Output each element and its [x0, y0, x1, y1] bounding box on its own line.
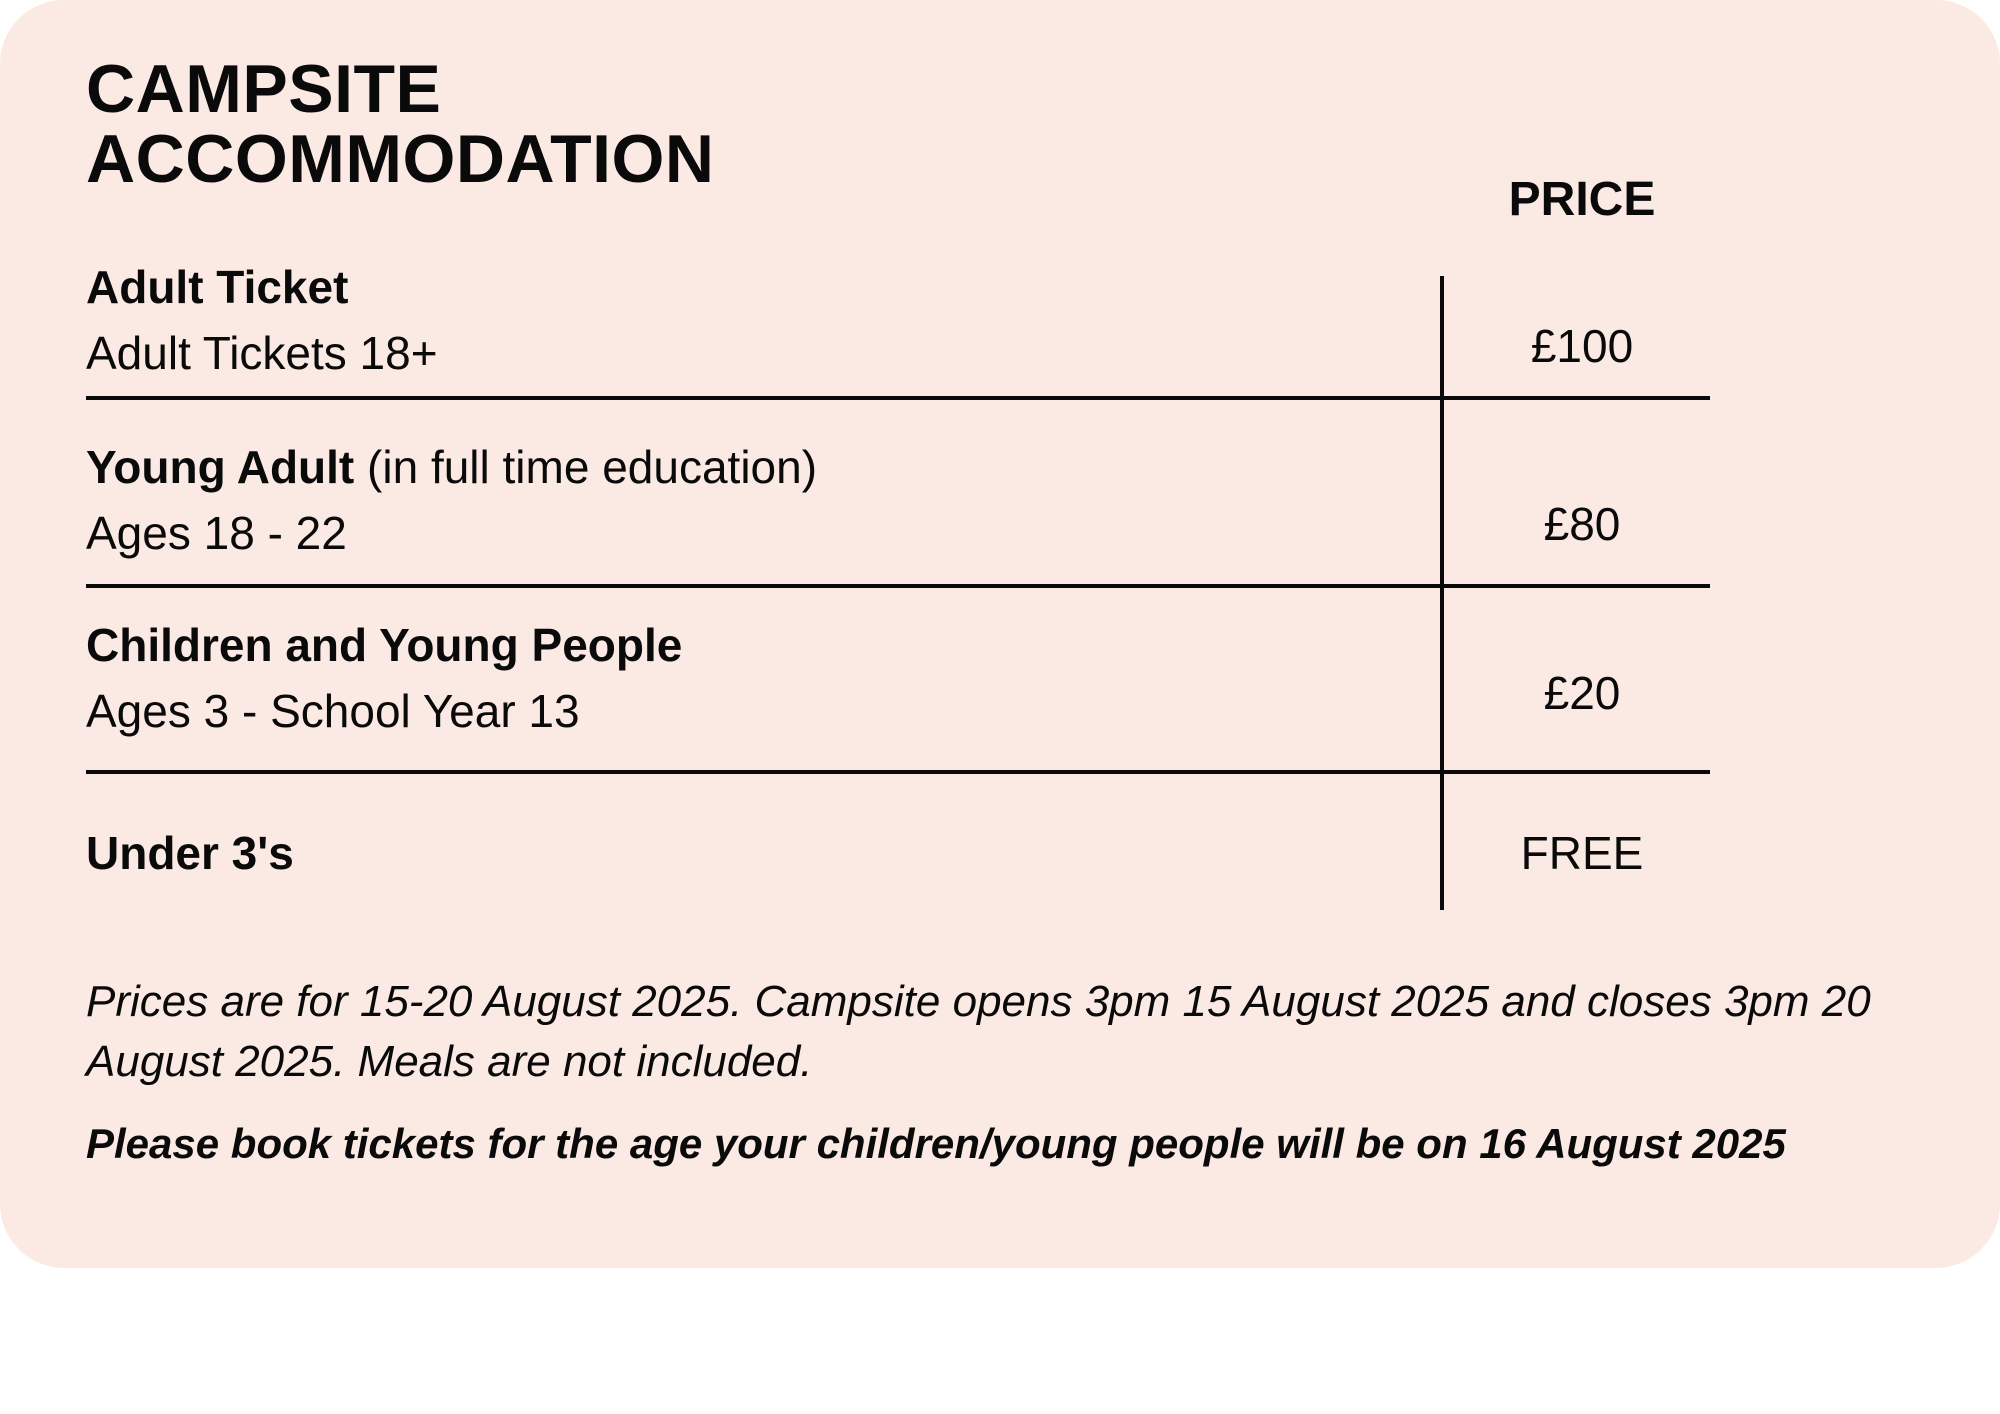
ticket-price-under-3: FREE — [1520, 827, 1644, 879]
ticket-name-adult — [86, 260, 348, 314]
row-divider — [86, 584, 1710, 588]
ticket-price-adult: £100 — [1530, 320, 1634, 372]
ticket-name-under-3 — [86, 826, 294, 880]
ticket-description-adult: Adult Tickets 18+ — [86, 327, 438, 379]
price-column-header: PRICE — [1508, 173, 1656, 226]
section-title-line-1: CAMPSITE — [86, 51, 442, 127]
age-booking-note: Please book tickets for the age your children/young people will be on 16 August 2025 — [86, 1120, 1786, 1167]
ticket-name-young-adult — [86, 440, 817, 494]
row-divider — [86, 770, 1710, 774]
row-divider — [86, 396, 1710, 400]
ticket-price-children: £20 — [1543, 667, 1621, 719]
ticket-name-note: (in full time education) — [367, 441, 818, 493]
ticket-name-label: Young Adult — [86, 441, 355, 493]
ticket-name-label: Adult Ticket — [86, 261, 349, 313]
section-title — [86, 51, 715, 197]
ticket-description-children: Ages 3 - School Year 13 — [86, 685, 580, 737]
ticket-name-children — [86, 618, 682, 672]
ticket-name-label: Children and Young People — [86, 619, 683, 671]
section-title-line-2: ACCOMMODATION — [86, 121, 715, 197]
ticket-price-young-adult: £80 — [1543, 498, 1621, 550]
ticket-name-label: Under 3's — [86, 827, 294, 879]
pricing-footnote: Prices are for 15-20 August 2025. Campsite opens 3pm 15 August 2025 and closes 3pm 20 August 2025. Meals are not included. — [86, 977, 1871, 1086]
ticket-description-young-adult: Ages 18 - 22 — [86, 507, 347, 559]
